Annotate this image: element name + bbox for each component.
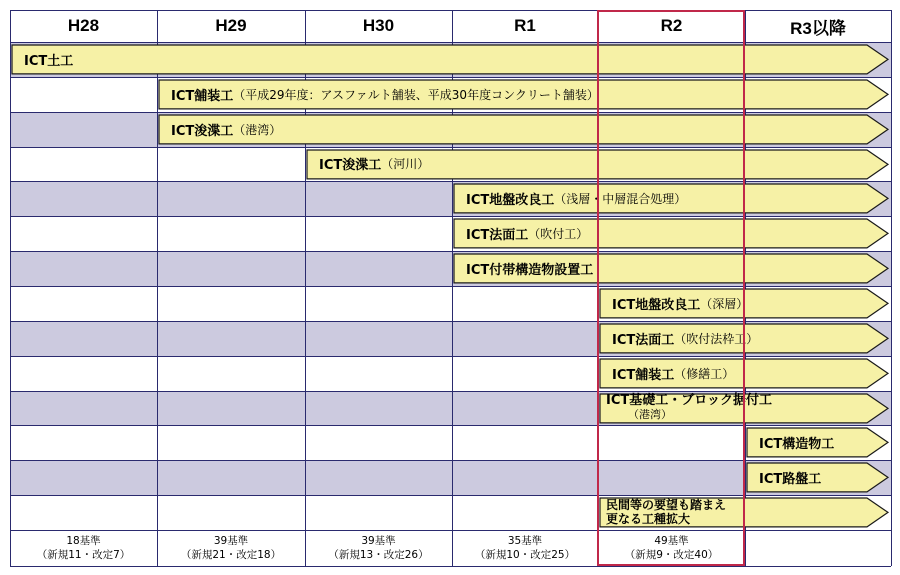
- column-header: R2: [660, 16, 683, 35]
- work-type-detail: （深層）: [700, 296, 749, 311]
- row-divider: [10, 495, 891, 496]
- work-type-bar: [12, 44, 889, 75]
- work-type-bar: [747, 462, 889, 493]
- column-header: H28: [67, 16, 100, 35]
- bar-label: [466, 253, 593, 284]
- work-type-detail: （平成29年度：アスファルト舗装、平成30年度コンクリート舗装）: [233, 87, 599, 102]
- work-type-bar: [307, 149, 889, 180]
- work-type-bar: [747, 427, 889, 458]
- work-type-detail: （港湾）: [628, 407, 672, 421]
- bar-label: [171, 114, 281, 145]
- column-header: H29: [215, 16, 247, 35]
- row-divider: [10, 566, 891, 567]
- work-type-bar: [454, 218, 889, 249]
- work-type-detail: （河川）: [381, 157, 430, 172]
- bar-label: [606, 497, 726, 528]
- column-header: R1: [514, 16, 536, 35]
- work-type-bar: [600, 323, 889, 354]
- work-type-name: ICT地盤改良工: [612, 297, 701, 313]
- bar-label: [759, 427, 834, 458]
- work-type-detail: （浅層・中層混合処理）: [554, 192, 687, 207]
- work-type-name: ICT舗装工: [612, 367, 675, 383]
- work-type-name: ICT浚渫工: [319, 158, 382, 174]
- standards-count: 39基準: [213, 535, 249, 547]
- row-divider: [10, 286, 891, 287]
- bar-label: [759, 462, 821, 493]
- row-divider: [10, 425, 891, 426]
- standards-count-cell: [745, 530, 891, 566]
- bar-label: [612, 288, 748, 319]
- standards-count-cell: [10, 530, 157, 566]
- work-type-detail: （港湾）: [233, 122, 282, 137]
- arrow-polygon: [12, 45, 888, 74]
- row-divider: [10, 181, 891, 182]
- column-divider: [891, 10, 892, 566]
- standards-count-cell: [305, 530, 452, 566]
- work-type-bar: [159, 79, 889, 110]
- arrow-shape: [12, 44, 889, 75]
- bar-label: [466, 218, 588, 249]
- work-type-name: ICT舗装工: [171, 88, 234, 104]
- row-divider: [10, 216, 891, 217]
- work-type-name: ICT構造物工: [759, 437, 835, 453]
- bar-label: [612, 323, 758, 354]
- bar-label: [466, 183, 686, 214]
- standards-count-cell: [598, 530, 745, 566]
- bar-label: [606, 393, 772, 424]
- standards-count: 49基準: [654, 535, 689, 547]
- row-divider: [10, 42, 891, 43]
- work-type-name: ICT路盤工: [759, 472, 822, 488]
- bar-label: [612, 358, 734, 389]
- standards-breakdown: （新規13・改定26）: [328, 549, 429, 561]
- work-type-name: 民間等の要望も踏まえ: [606, 498, 727, 513]
- work-type-name: ICT浚渫工: [171, 123, 234, 139]
- work-type-detail: 更なる工種拡大: [606, 512, 691, 527]
- work-type-detail: （修繕工）: [674, 366, 735, 381]
- column-divider: [157, 10, 158, 566]
- work-type-name: ICT法面工: [612, 332, 675, 348]
- standards-breakdown: （新規9・改定40）: [624, 549, 719, 561]
- work-type-detail: （吹付工）: [528, 227, 589, 242]
- work-type-bar: [454, 183, 889, 214]
- row-divider: [10, 251, 891, 252]
- standards-breakdown: （新規21・改定18）: [180, 549, 282, 561]
- work-type-bar: [600, 497, 889, 528]
- standards-count: 35基準: [507, 535, 543, 547]
- work-type-name: ICT基礎工・ブロック据付工: [606, 392, 772, 408]
- standards-count: 39基準: [361, 535, 396, 547]
- work-type-name: ICT付帯構造物設置工: [466, 263, 594, 279]
- bar-label: [24, 44, 73, 75]
- standards-breakdown: （新規11・改定7）: [36, 549, 131, 561]
- work-type-bar: [600, 393, 889, 424]
- bar-label: [319, 149, 429, 180]
- bar-label: [171, 79, 599, 110]
- work-type-bar: [600, 288, 889, 319]
- column-header: H30: [362, 16, 395, 35]
- column-divider: [10, 10, 11, 566]
- row-divider: [10, 77, 891, 78]
- row-divider: [10, 460, 891, 461]
- standards-count: 18基準: [66, 535, 101, 547]
- work-type-detail: （吹付法枠工）: [674, 331, 759, 346]
- standards-count-cell: [452, 530, 598, 566]
- work-type-name: ICT地盤改良工: [466, 193, 555, 209]
- work-type-name: ICT土工: [24, 53, 74, 69]
- column-header: R3以降: [790, 18, 846, 38]
- work-type-bar: [600, 358, 889, 389]
- standards-breakdown: （新規10・改定25）: [474, 549, 576, 561]
- work-type-bar: [454, 253, 889, 284]
- work-type-name: ICT法面工: [466, 228, 529, 244]
- work-type-bar: [159, 114, 889, 145]
- standards-count-cell: [157, 530, 305, 566]
